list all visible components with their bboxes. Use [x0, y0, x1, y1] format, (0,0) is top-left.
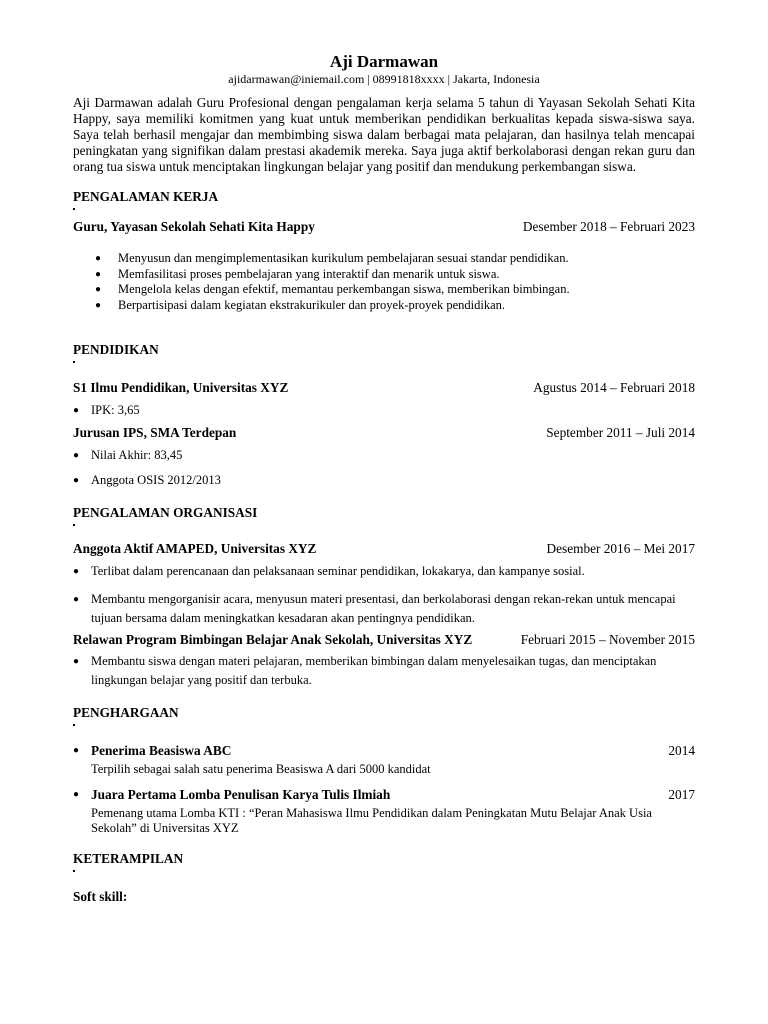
education-dates: Agustus 2014 – Februari 2018: [533, 380, 695, 395]
award-year: 2014: [668, 743, 695, 758]
award-item: [73, 743, 695, 759]
entry-header: [73, 219, 695, 235]
section-title-awards: PENGHARGAAN: [73, 705, 179, 720]
education-title: Jurusan IPS, SMA Terdepan: [73, 425, 237, 440]
bullet-item: ● Memfasilitasi proses pembelajaran yang interaktif dan menarik untuk siswa.: [73, 267, 695, 283]
bullet-item: ● Menyusun dan mengimplementasikan kurikulum pembelajaran sesuai standar pendidikan.: [73, 251, 695, 267]
entry-header: [73, 541, 695, 557]
organization-bullets: [73, 652, 695, 690]
bullet-item: ● Mengelola kelas dengan efektif, memantau perkembangan siswa, memberikan bimbingan.: [73, 282, 695, 298]
organization-dates: Februari 2015 – November 2015: [520, 632, 695, 647]
section-marker: [73, 205, 695, 213]
bullet-item: ● Membantu mengorganisir acara, menyusun materi presentasi, dan berkolaborasi dengan rekan-rekan untuk mencapai tujuan bersama dalam meningkatkan kesadaran akan pentingnya pendidikan.: [73, 590, 695, 628]
award-year: 2017: [668, 787, 695, 802]
organization-title: Relawan Program Bimbingan Belajar Anak Sekolah, Universitas XYZ: [73, 632, 473, 647]
education-bullets: [73, 447, 695, 489]
section-marker: [73, 521, 695, 529]
profile-summary: Aji Darmawan adalah Guru Profesional dengan pengalaman kerja selama 5 tahun di Yayasan Sekolah Sehati Kita Happy, saya memiliki komitmen yang kuat untuk memberikan pendidikan berkualitas kepada siswa-siswa saya. Saya telah berhasil mengajar dan membimbing siswa dalam berbagai mata pelajaran, dan hasilnya telah mencapai peningkatan yang signifikan dalam prestasi akademik mereka. Saya juga aktif berkolaborasi dengan rekan guru dan orang tua siswa untuk menciptakan lingkungan belajar yang positif dan mendukung perkembangan siswa.: [73, 95, 695, 174]
entry-header: [73, 632, 695, 648]
section-marker: [73, 721, 695, 729]
education-title: S1 Ilmu Pendidikan, Universitas XYZ: [73, 380, 289, 395]
award-description: Terpilih sebagai salah satu penerima Beasiswa A dari 5000 kandidat: [91, 762, 431, 776]
award-title: ● Penerima Beasiswa ABC: [91, 743, 232, 758]
job-dates: Desember 2018 – Februari 2023: [522, 219, 695, 234]
organization-title: Anggota Aktif AMAPED, Universitas XYZ: [73, 541, 317, 556]
section-marker: [73, 867, 695, 875]
bullet-item: ● Nilai Akhir: 83,45: [73, 447, 695, 464]
award-item: [73, 787, 695, 803]
resume-name: Aji Darmawan: [329, 52, 439, 71]
job-title: Guru, Yayasan Sekolah Sehati Kita Happy: [73, 219, 315, 234]
section-title-organization: PENGALAMAN ORGANISASI: [73, 505, 258, 520]
job-bullets: [73, 251, 695, 313]
organization-dates: Desember 2016 – Mei 2017: [546, 541, 695, 556]
section-title-education: PENDIDIKAN: [73, 342, 159, 357]
bullet-item: ● Anggota OSIS 2012/2013: [73, 472, 695, 489]
entry-header: [73, 380, 695, 396]
award-description: Pemenang utama Lomba KTI : “Peran Mahasiswa Ilmu Pendidikan dalam Peningkatan Mutu Belajar Anak Usia Sekolah” di Universitas XYZ: [91, 806, 652, 835]
bullet-item: ● Membantu siswa dengan materi pelajaran, memberikan bimbingan dalam menyelesaikan tugas, dan menciptakan lingkungan belajar yang positif dan terbuka.: [73, 652, 695, 690]
organization-bullets: [73, 563, 695, 628]
education-dates: September 2011 – Juli 2014: [546, 425, 695, 440]
award-title: ● Juara Pertama Lomba Penulisan Karya Tulis Ilmiah: [91, 787, 391, 802]
soft-skill-label: Soft skill:: [73, 889, 128, 904]
section-title-experience: PENGALAMAN KERJA: [73, 189, 219, 204]
section-title-skills: KETERAMPILAN: [73, 851, 184, 866]
entry-header: [73, 425, 695, 441]
bullet-item: ● IPK: 3,65: [73, 402, 695, 419]
section-marker: [73, 358, 695, 366]
bullet-item: ● Berpartisipasi dalam kegiatan ekstrakurikuler dan proyek-proyek pendidikan.: [73, 298, 695, 314]
contact-info: ajidarmawan@iniemail.com | 08991818xxxx | Jakarta, Indonesia: [228, 72, 540, 86]
education-bullets: [73, 402, 695, 419]
bullet-item: ● Terlibat dalam perencanaan dan pelaksanaan seminar pendidikan, lokakarya, dan kampanye sosial.: [73, 563, 695, 580]
